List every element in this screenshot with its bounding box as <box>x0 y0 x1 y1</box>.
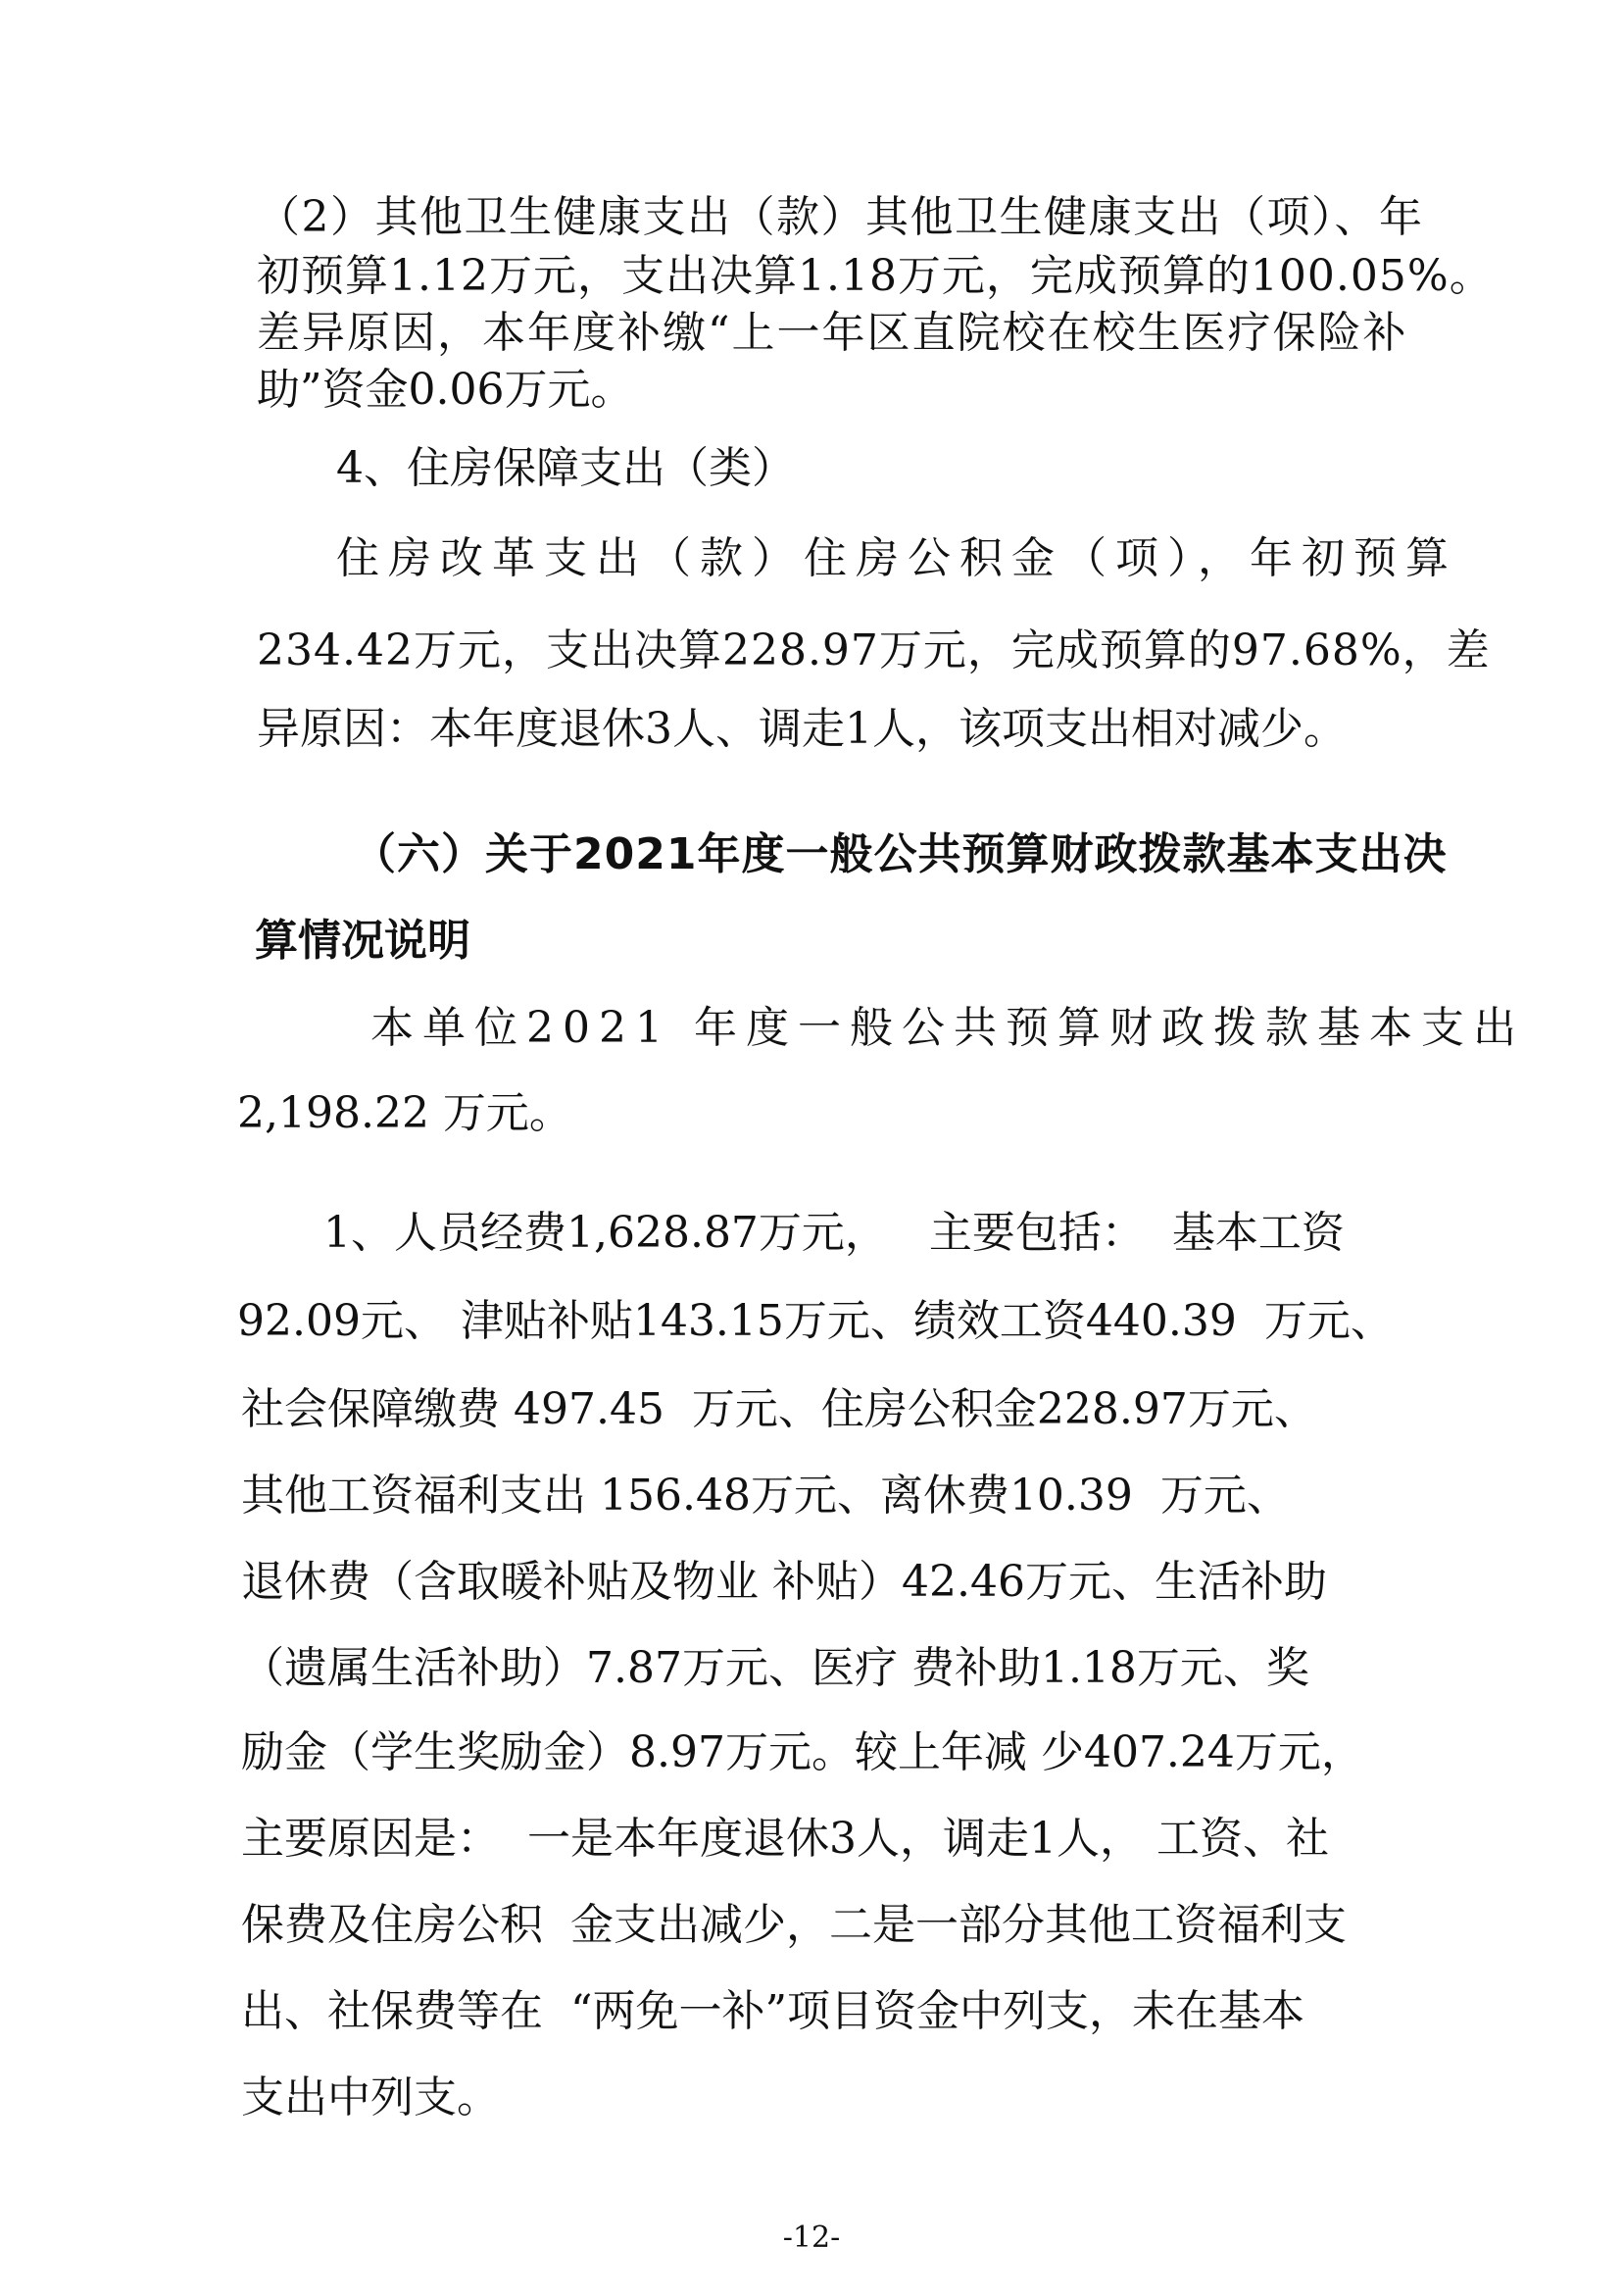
paragraph-line: 助”资金0.06万元。 <box>257 365 634 415</box>
paragraph-line: 2,198.22 万元。 <box>237 1088 572 1138</box>
paragraph-line: 92.09元、 津贴补贴143.15万元、绩效工资440.39 万元、 <box>237 1296 1394 1346</box>
paragraph-line: （遗属生活补助）7.87万元、医疗 费补助1.18万元、奖 <box>241 1643 1309 1693</box>
paragraph-line: 出、社保费等在 “两免一补”项目资金中列支，未在基本 <box>241 1986 1304 2036</box>
paragraph-line: 退休费（含取暖补贴及物业 补贴）42.46万元、生活补助 <box>241 1557 1327 1607</box>
paragraph-line: 其他工资福利支出 156.48万元、离休费10.39 万元、 <box>241 1471 1290 1521</box>
section-heading: （六）关于2021年度一般公共预算财政拨款基本支出决 <box>353 829 1448 879</box>
section-heading: 算情况说明 <box>255 916 470 966</box>
paragraph-line: 主要原因是： 一是本年度退休3人，调走1人， 工资、社 <box>241 1814 1329 1864</box>
paragraph-line: 1、人员经费1,628.87万元， 主要包括： 基本工资 <box>323 1208 1345 1258</box>
paragraph-line: 保费及住房公积 金支出减少，二是一部分其他工资福利支 <box>241 1900 1347 1950</box>
paragraph-line: （2）其他卫生健康支出（款）其他卫生健康支出（项）、年 <box>257 192 1424 242</box>
paragraph-line: 励金（学生奖励金）8.97万元。较上年减 少407.24万元， <box>241 1727 1364 1777</box>
paragraph-line: 支出中列支。 <box>241 2072 500 2122</box>
page-number: -12- <box>782 2221 841 2255</box>
paragraph-line: 社会保障缴费 497.45 万元、住房公积金228.97万元、 <box>241 1384 1317 1434</box>
paragraph-line: 住房改革支出（款）住房公积金（项），年初预算 <box>336 533 1457 583</box>
paragraph-line: 234.42万元，支出决算228.97万元，完成预算的97.68%，差 <box>257 625 1491 675</box>
paragraph-line: 本单位2021 年度一般公共预算财政拨款基本支出 <box>370 1003 1525 1053</box>
paragraph-line: 异原因：本年度退休3人、调走1人，该项支出相对减少。 <box>257 704 1347 754</box>
paragraph-line: 差异原因，本年度补缴“上一年区直院校在校生医疗保险补 <box>257 308 1408 358</box>
section-heading: 4、住房保障支出（类） <box>336 443 795 493</box>
paragraph-line: 初预算1.12万元，支出决算1.18万元，完成预算的100.05%。 <box>257 251 1494 301</box>
